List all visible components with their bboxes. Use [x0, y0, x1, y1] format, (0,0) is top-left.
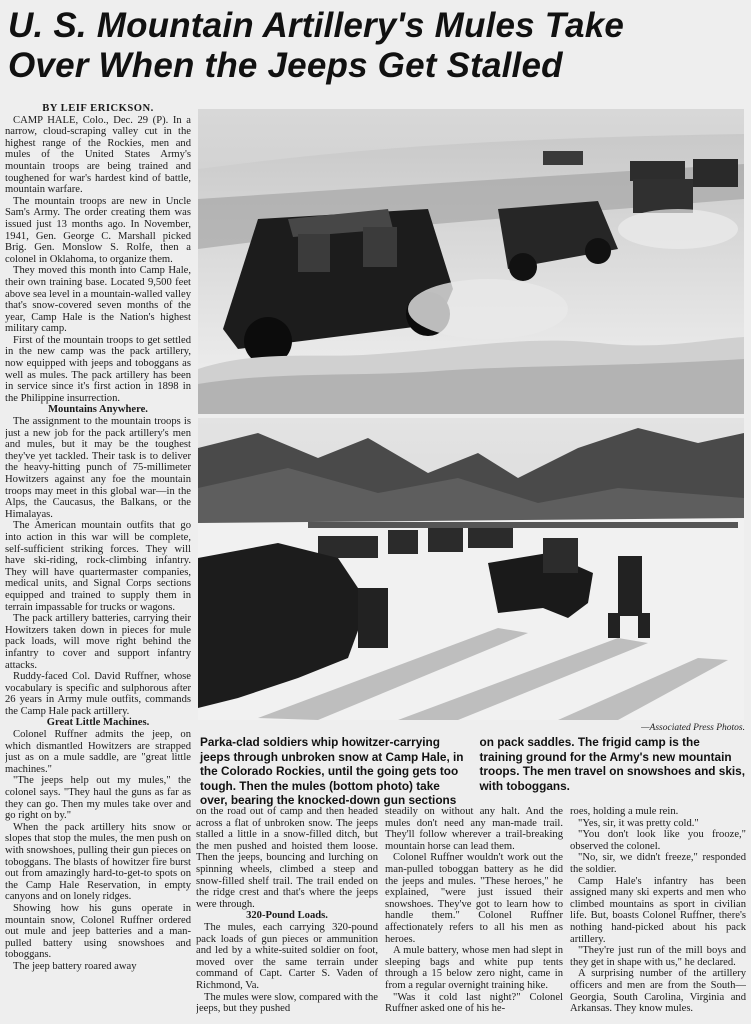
paragraph: The mountain troops are new in Uncle Sam's Army. The order creating them was issued just 13 months ago. In November, 1941, Gen. George C. Marshall picked Brig. Gen. Monslow S. Rolfe, then a colonel in Oklahoma, to organize them.: [5, 195, 191, 265]
photo-caption: [200, 735, 745, 808]
headline: [8, 6, 748, 86]
mules-photo: [198, 418, 744, 720]
subheading: Great Little Machines.: [46, 717, 150, 729]
paragraph: A mule battery, whose men had slept in sleeping bags and white pup tents through a 15 below zero night, came in from a regular overnight training hike.: [385, 945, 563, 991]
paragraph: Showing how his guns operate in mountain snow, Colonel Ruffner ordered out mule and jeep batteries and a man-pulled battery using snowshoes and toboggans.: [5, 902, 191, 961]
paragraph: Colonel Ruffner wouldn't work out the man-pulled toboggan battery as he did the jeeps and mules. "These heroes," he explained, "were just issued their snowshoes. They've got to learn how to handle them." Colonel Ruffner affectionately refers to all his men as heroes.: [385, 852, 563, 945]
paragraph: First of the mountain troops to get settled in the new camp was the pack artillery, now equipped with jeeps and toboggans as well as mules. The pack artillery has been in service since it's first action in 1898 in the Philippine insurrection.: [5, 334, 191, 404]
paragraph: "They're just run of the mill boys and they get in shape with us," he declared.: [570, 945, 746, 968]
paragraph: CAMP HALE, Colo., Dec. 29 (P). In a narrow, cloud-scraping valley cut in the highest range of the Rockies, men and mules of the United States Army's mountain troops are being trained and toughened for war's hardest kind of battle, mountain warfare.: [5, 114, 191, 196]
subheading: Mountains Anywhere.: [48, 404, 148, 416]
article-column-1: [5, 103, 191, 1021]
byline: BY LEIF ERICKSON.: [42, 103, 154, 114]
paragraph: roes, holding a mule rein.: [570, 806, 679, 817]
article-column-3: [385, 806, 563, 1021]
paragraph: "The jeeps help out my mules," the colonel says. "They haul the guns as far as they can go. Then my mules take over and go right on by.": [5, 775, 191, 822]
paragraph: They moved this month into Camp Hale, their own training base. Located 9,500 feet above sea level in a mountain-walled valley that's snow-covered seven months of the year, Camp Hale is the Nation's highest military camp.: [5, 265, 191, 335]
paragraph: "Yes, sir, it was pretty cold.": [578, 817, 699, 829]
article-column-2: [196, 806, 378, 1021]
paragraph: "You don't look like you frooze," observed the colonel.: [570, 829, 746, 852]
paragraph: Colonel Ruffner admits the jeep, on which dismantled Howitzers are strapped just as on a mule saddle, are "great little machines.": [5, 729, 191, 775]
paragraph: "No, sir, we didn't freeze," responded the soldier.: [570, 852, 746, 875]
headline-line-1: U. S. Mountain Artillery's Mules Take: [8, 6, 625, 45]
paragraph: When the pack artillery hits snow or slopes that stop the mules, the men push on with snowshoes, pulling their gun pieces on toboggans. The blasts of howitzer fire burst out from amazingly hard-to-get-to spots on the Camp Hale Reservation, in empty canyons and on lonely ridges.: [5, 821, 191, 903]
jeeps-photo: [198, 109, 744, 414]
paragraph: steadily on without any halt. And the mules don't need any man-made trail. They'll follow wherever a trail-breaking mountain horse can lead them.: [385, 806, 563, 852]
photo-credit: —Associated Press Photos.: [641, 723, 745, 733]
paragraph: Camp Hale's infantry has been assigned many ski experts and men who climbed mountains as sport in civilian life. But, boasts Colonel Ruffner, there's nothing hand-picked about his pack artillery.: [570, 875, 746, 945]
caption-text: Parka-clad soldiers whip howitzer-carrying jeeps through unbroken snow at Camp Hale, in the Colorado Rockies, until the going gets too tough. Then the mules (bottom photo) take over, bearing the knocked-down gun sections on pack saddles. The frigid camp is the training ground for the Army's new mountain troops. The men travel on snowshoes and skis, with toboggans.: [200, 735, 745, 807]
headline-line-2: Over When the Jeeps Get Stalled: [8, 46, 563, 85]
paragraph: The jeep battery roared away: [13, 960, 137, 972]
paragraph: A surprising number of the artillery officers and men are from the South—Georgia, South Carolina, Virginia and Arkansas. They know mules.: [570, 968, 746, 1015]
paragraph: "Was it cold last night?" Colonel Ruffner asked one of his he-: [385, 991, 563, 1015]
paragraph: Ruddy-faced Col. David Ruffner, whose vocabulary is specific and sulphorous after 26 years in Army mule outfits, commands the Camp Hale pack artillery.: [5, 671, 191, 717]
article-column-4: [570, 806, 746, 1021]
paragraph: The American mountain outfits that go into action in this war will be complete, self-sufficient striking forces. They will have ski-riding, rock-climbing infantry. They will have quartermaster companies, medical units, and Signal Corps sections equipped and trained to supply them in terrain impassable for trucks or wagons.: [5, 520, 191, 613]
paragraph: The assignment to the mountain troops is just a new job for the pack artillery's men and mules, but it may be the toughest they've yet tackled. Their task is to deliver the heavy-hitting punch of 75-millimeter Howitzers against any foe the mountain troops may meet in this global war—in the Alps, the Caucasus, the Balkans, or the Himalayas.: [5, 416, 191, 520]
paragraph: The pack artillery batteries, carrying their Howitzers taken down in pieces for mule pack loads, will move right behind the infantry to cover and support infantry attacks.: [5, 613, 191, 671]
subheading: 320-Pound Loads.: [246, 910, 328, 922]
paragraph: The mules, each carrying 320-pound pack loads of gun pieces or ammunition and led by a white-suited soldier on foot, moved over the same terrain under command of Capt. Carter S. Vaden of Richmond, Va.: [196, 921, 378, 991]
paragraph: The mules were slow, compared with the jeeps, but they pushed: [196, 991, 378, 1015]
paragraph: on the road out of camp and then headed across a flat of unbroken snow. The jeeps stalled a little in a snow-filled ditch, but the men pushed and hoisted them loose. Then the jeeps, bouncing and lurching on spinning wheels, climbed a steep and snow-filled shelf trail. The trail ended on the ridge crest and that's where the jeeps were through.: [196, 806, 378, 910]
